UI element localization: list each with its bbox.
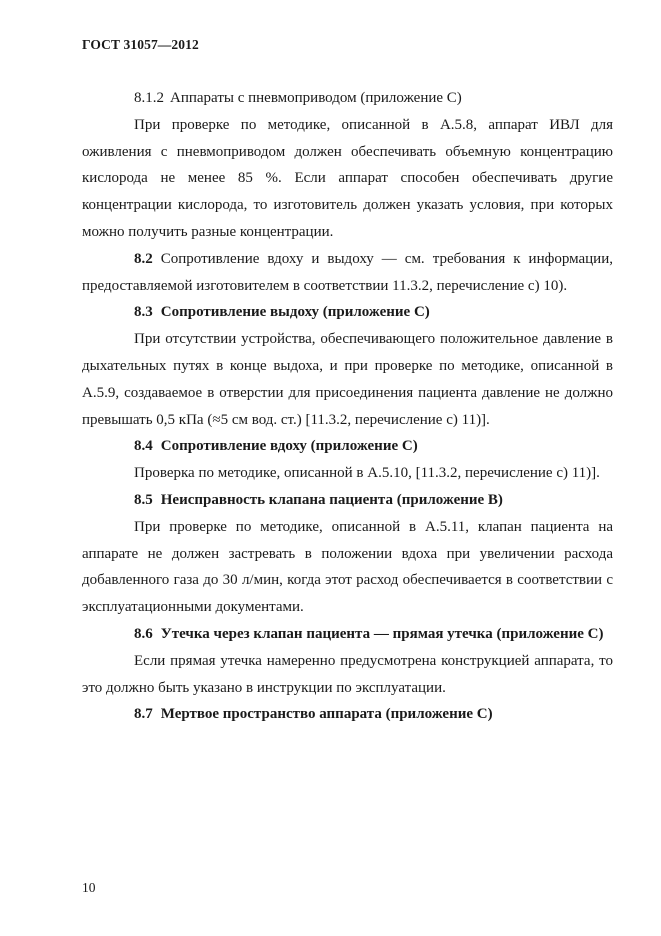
clause-title: Мертвое пространство аппарата (приложение С) [160,706,493,723]
clause-8-1-2-heading [82,85,613,112]
clause-title: Неисправность клапана пациента (приложение В) [160,491,503,508]
document-header: ГОСТ 31057—2012 [82,37,199,52]
clause-text: Сопротивление вдоху и выдоху — см. требования к информации, предоставляемой изготовителем в соответствии 11.3.2, перечисление с) 10). [82,250,613,294]
clause-number: 8.5 [134,491,153,508]
clause-8-6-text: Если прямая утечка намеренно предусмотрена конструкцией аппарата, то это должно быть указано в инструкции по эксплуатации. [82,652,613,696]
clause-title: Сопротивление выдоху (приложение С) [160,304,430,321]
clause-number: 8.1.2 [134,90,164,106]
clause-8-6-heading [82,621,613,648]
clause-8-1-2-text: При проверке по методике, описанной в А.5.8, аппарат ИВЛ для оживления с пневмоприводом должен обеспечивать объемную концентрацию кислорода не менее 85 %. Если аппарат способен обеспечивать другие концентрации кислорода, то изготовитель должен указать условия, при которых можно получить разные концентрации. [82,116,613,240]
clause-8-4-text: Проверка по методике, описанной в А.5.10, [11.3.2, перечисление с) 11)]. [134,465,600,482]
clause-title: Сопротивление вдоху (приложение С) [160,438,418,455]
clause-number: 8.6 [134,625,153,642]
clause-number: 8.3 [134,304,153,321]
clause-8-2 [82,246,613,300]
clause-number: 8.2 [134,250,153,267]
clause-8-5-text: При проверке по методике, описанной в А.5.11, клапан пациента на аппарате не должен застревать в положении вдоха при увеличении расхода добавленного газа до 30 л/мин, когда этот расход обеспечивается в соответствии с эксплуатационными документами. [82,518,613,616]
clause-number: 8.4 [134,438,153,455]
page-number: 10 [82,880,96,895]
clause-8-7-heading [82,701,613,728]
clause-title: Утечка через клапан пациента — прямая утечка (приложение С) [160,625,604,642]
clause-8-3-heading [82,299,613,326]
clause-8-5-heading [82,487,613,514]
clause-8-3-text: При отсутствии устройства, обеспечивающего положительное давление в дыхательных путях в конце выдоха, и при проверке по методике, описанной в А.5.9, создаваемое в отверстии для присоединения пациента давление не должно превышать 0,5 кПа (≈5 см вод. ст.) [11.3.2, перечисление с) 11)]. [82,331,613,428]
clause-8-4-heading [82,433,613,460]
clause-number: 8.7 [134,706,153,723]
document-body [82,85,613,728]
clause-title: Аппараты с пневмоприводом (приложение С) [170,90,462,106]
